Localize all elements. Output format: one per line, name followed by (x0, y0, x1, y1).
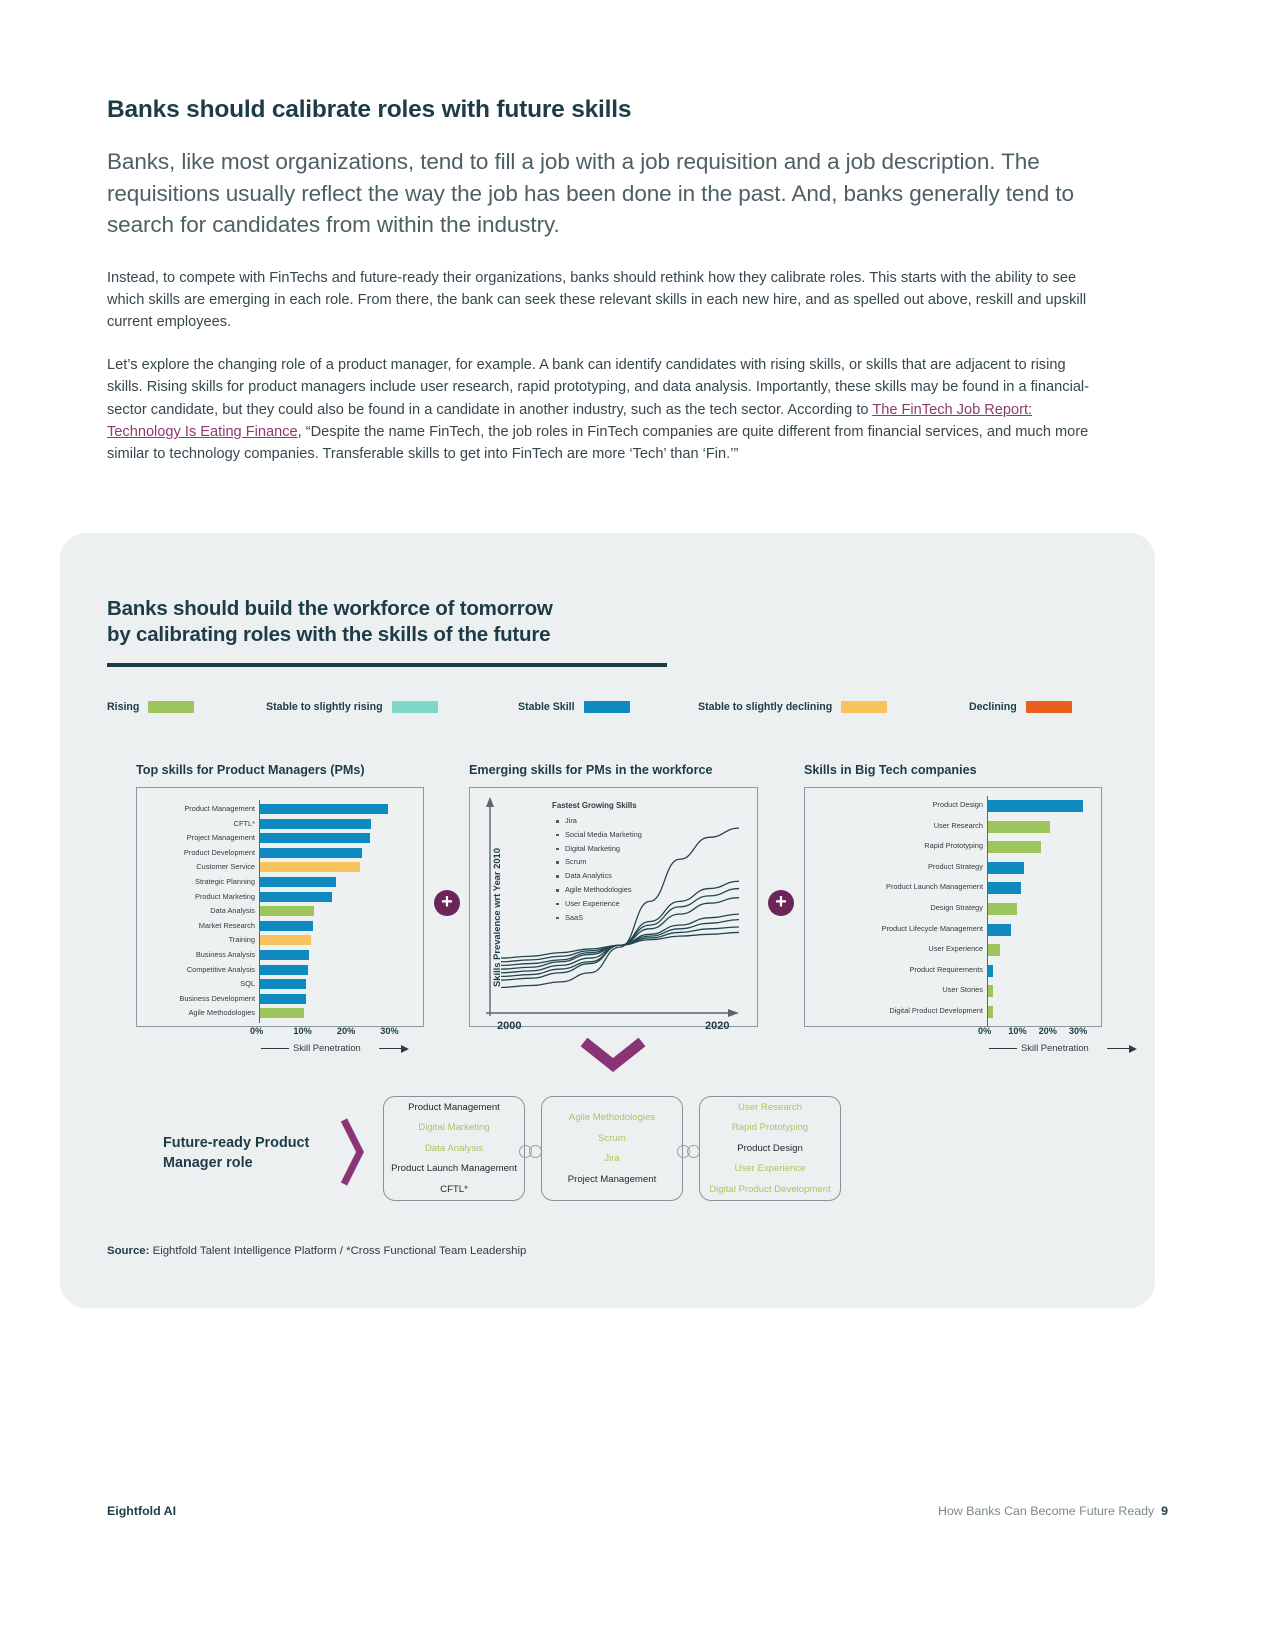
bar (988, 800, 1083, 812)
legend-swatch-declining (1026, 701, 1072, 713)
source-label: Source: (107, 1245, 150, 1257)
down-chevron-icon (580, 1038, 646, 1072)
infographic-title-line-2: by calibrating roles with the skills of the future (107, 623, 551, 646)
role-box-1-item-1: Digital Marketing (418, 1122, 490, 1134)
role-box-2-item-1: Scrum (598, 1132, 626, 1144)
line-series-agile-methodologies (501, 920, 739, 966)
role-box-3-item-2: Product Design (737, 1142, 803, 1154)
bar-category-label: Strategic Planning (195, 877, 255, 886)
legend-label: Declining (969, 701, 1017, 713)
bar (260, 994, 306, 1004)
bar-category-label: CFTL* (233, 818, 255, 828)
fastest-growing-skill-item: SaaS (565, 912, 584, 922)
plus-badge-1: + (434, 890, 460, 916)
footer-info (938, 1504, 1168, 1518)
footer-brand: Eightfold AI (107, 1504, 177, 1518)
paragraph-2 (107, 354, 1097, 466)
fastest-growing-skill-item: Data Analytics (565, 871, 612, 881)
page-title: Banks should calibrate roles with future skills (107, 96, 632, 123)
axis-arrow-icon (401, 1045, 409, 1053)
legend (107, 701, 1117, 721)
fastest-growing-skill-item: Agile Methodologies (565, 885, 632, 894)
chart-2-y-axis-label: Skills Prevalence wrt Year 2010 (491, 848, 502, 987)
chart-2-line-series (495, 813, 745, 1008)
role-box-1-item-3: Product Launch Management (391, 1163, 517, 1175)
fastest-growing-skill-item: Digital Marketing (565, 843, 621, 853)
legend-item-stable-to-slightly-rising (266, 701, 438, 713)
legend-item-stable-skill (518, 701, 630, 713)
article-body (107, 96, 1097, 486)
line-series-data-analytics (501, 914, 739, 969)
fintech-job-report-link[interactable]: The FinTech Job Report: Technology Is Eating Finance (107, 401, 1033, 440)
bar (988, 985, 993, 997)
bar (988, 821, 1050, 833)
bar-category-label: Market Research (198, 920, 255, 930)
x-axis-tick: 10% (1008, 1026, 1027, 1036)
bar-category-label: User Experience (928, 944, 983, 954)
bar-category-label: Competitive Analysis (186, 964, 255, 974)
fastest-growing-skill-item: Jira (565, 816, 577, 825)
bar-category-label: Training (228, 935, 255, 945)
chart-2-annotation-title: Fastest Growing Skills (552, 801, 637, 810)
title-underline-rule (107, 663, 667, 667)
bar-category-label: User Research (933, 820, 983, 830)
line-series-social-media-marketing (501, 881, 739, 980)
paragraph-2-text-after: , “Despite the name FinTech, the job roles in FinTech companies are quite different from financial services, and much more similar to technology companies. Transferable skills to get into FinTech are more ‘Tech’ than ‘Fin.’” (107, 423, 1089, 463)
bracket-icon (338, 1116, 368, 1188)
chart-2-x-tick-2020: 2020 (705, 1020, 730, 1032)
bar-category-label: Business Analysis (195, 950, 255, 959)
legend-item-rising (107, 701, 194, 713)
bar-chart-y-axis (259, 800, 260, 1023)
legend-label: Stable Skill (518, 701, 575, 713)
bar (988, 944, 1000, 956)
fastest-growing-skill-item: User Experience (565, 898, 620, 908)
paragraph-2-text-before: Let’s explore the changing role of a product manager, for example. A bank can identify candidates with rising skills, or skills that are adjacent to rising skills. Rising skills for product managers include user research, rapid prototyping, and data analysis. Importantly, these skills may be found in a financial-sector candidate, but they could also be found in a candidate in another industry, such as the tech sector. According to (107, 356, 1090, 418)
axis-rule-right (379, 1048, 401, 1049)
chart-2-x-tick-2000: 2000 (497, 1020, 522, 1032)
legend-item-stable-to-slightly-declining (698, 701, 887, 713)
bar-category-label: Product Management (184, 804, 255, 813)
bar (260, 862, 360, 872)
chart-3-title: Skills in Big Tech companies (804, 763, 977, 777)
role-label-line-1: Future-ready Product (163, 1135, 310, 1151)
bar (260, 935, 311, 945)
bar-category-label: Project Management (186, 833, 255, 843)
axis-arrow-icon (1129, 1045, 1137, 1053)
bar-category-label: SQL (240, 979, 255, 989)
line-series-saas (501, 932, 739, 958)
bar-category-label: Digital Product Development (889, 1006, 983, 1015)
plus-badge-2: + (768, 890, 794, 916)
legend-swatch-rising (148, 701, 194, 713)
bar (260, 921, 313, 931)
fastest-growing-skill-item: Social Media Marketing (565, 829, 642, 839)
role-box-1-item-0: Product Management (408, 1101, 500, 1113)
x-axis-label: Skill Penetration (1021, 1042, 1089, 1053)
bar (260, 877, 336, 887)
bar (260, 906, 314, 916)
fastest-growing-skill-item: Scrum (565, 857, 587, 867)
footer-doc-title: How Banks Can Become Future Ready (937, 1504, 1155, 1518)
bar-category-label: Product Requirements (909, 964, 983, 974)
axis-rule-right (1107, 1048, 1129, 1049)
bar-category-label: Product Marketing (195, 891, 255, 901)
x-axis-label: Skill Penetration (293, 1042, 361, 1053)
role-box-2-item-0: Agile Methodologies (568, 1112, 656, 1123)
chain-link-icon-2 (677, 1145, 700, 1158)
bar-category-label: Data Analysis (210, 906, 255, 916)
role-box-2-item-2: Jira (604, 1153, 620, 1164)
bar-category-label: Product Development (183, 847, 255, 857)
role-box-3-item-3: User Experience (734, 1163, 806, 1175)
bar-category-label: User Stories (942, 985, 983, 995)
infographic-card (60, 533, 1155, 1308)
axis-rule-left (989, 1048, 1017, 1049)
bar (260, 1008, 304, 1018)
source-line (107, 1245, 526, 1257)
bar-category-label: Customer Service (196, 862, 255, 872)
source-text: Eightfold Talent Intelligence Platform / *Cross Functional Team Leadership (152, 1245, 527, 1257)
bar-category-label: Product Design (932, 800, 983, 809)
chart-1-title: Top skills for Product Managers (PMs) (136, 763, 365, 777)
bar (260, 965, 308, 975)
bar-category-label: Product Lifecycle Management (881, 923, 983, 933)
bar (988, 882, 1021, 894)
legend-swatch-stable-declining (841, 701, 887, 713)
role-box-1-item-4: CFTL* (440, 1183, 468, 1195)
bar-category-label: Design Strategy (930, 903, 983, 912)
bar-category-label: Rapid Prototyping (924, 841, 983, 851)
line-series-scrum (501, 898, 739, 973)
role-box-2-item-3: Project Management (567, 1173, 657, 1185)
bar (260, 892, 332, 902)
legend-label: Stable to slightly rising (266, 701, 383, 713)
x-axis-tick: 0% (250, 1026, 264, 1036)
infographic-title-line-1: Banks should build the workforce of tomorrow (107, 597, 553, 620)
chart-2-title: Emerging skills for PMs in the workforce (469, 763, 713, 777)
lede-paragraph: Banks, like most organizations, tend to fill a job with a job requisition and a job description. The requisitions usually reflect the way the job has been done in the past. And, banks generally tend to search for candidates from within the industry. (107, 149, 1074, 237)
role-box-3 (699, 1096, 841, 1201)
bar-chart-y-axis (987, 796, 988, 1027)
role-box-1 (383, 1096, 525, 1201)
legend-label: Rising (107, 701, 140, 713)
axis-rule-left (261, 1048, 289, 1049)
legend-label: Stable to slightly declining (698, 701, 833, 713)
paragraph-1: Instead, to compete with FinTechs and future-ready their organizations, banks should rethink how they calibrate roles. This starts with the ability to see which skills are emerging in each role. From there, the bank can seek these relevant skills in each new hire, and as spelled out above, reskill and upskill current employees. (107, 269, 1087, 331)
role-box-2 (541, 1096, 683, 1201)
x-axis-tick: 30% (380, 1026, 399, 1036)
infographic-title (107, 596, 727, 648)
legend-swatch-stable (584, 701, 630, 713)
bar (260, 979, 306, 989)
role-box-3-item-1: Rapid Prototyping (731, 1122, 809, 1134)
chart-2-y-axis-arrow (481, 796, 499, 1018)
bar (260, 833, 370, 843)
future-ready-role-label (163, 1133, 309, 1173)
bar (260, 804, 388, 814)
role-box-3-item-0: User Research (738, 1101, 802, 1113)
bar (260, 950, 309, 960)
bar (988, 965, 993, 977)
x-axis-tick: 30% (1068, 1026, 1088, 1036)
bar-category-label: Product Strategy (927, 861, 983, 871)
role-box-1-item-2: Data Analysis (424, 1142, 484, 1154)
chart-2-x-axis-arrow (484, 1007, 742, 1023)
x-axis-tick: 20% (1038, 1026, 1057, 1036)
bar (988, 1006, 993, 1018)
legend-item-declining (969, 701, 1072, 713)
bar (260, 819, 371, 829)
page-number: 9 (1161, 1504, 1168, 1518)
bar-category-label: Product Launch Management (886, 882, 983, 892)
legend-swatch-stable-rising (392, 701, 438, 713)
role-label-line-2: Manager role (163, 1155, 253, 1171)
bar-category-label: Agile Methodologies (188, 1008, 255, 1018)
bar (260, 848, 362, 858)
x-axis-tick: 0% (978, 1026, 992, 1036)
x-axis-tick: 10% (293, 1026, 312, 1036)
bar (988, 924, 1011, 936)
bar-category-label: Business Development (179, 993, 255, 1003)
bar (988, 862, 1024, 874)
bar (988, 903, 1017, 915)
x-axis-tick: 20% (336, 1026, 356, 1036)
bar (988, 841, 1041, 853)
role-box-3-item-4: Digital Product Development (709, 1183, 831, 1195)
chain-link-icon-1 (519, 1145, 542, 1158)
